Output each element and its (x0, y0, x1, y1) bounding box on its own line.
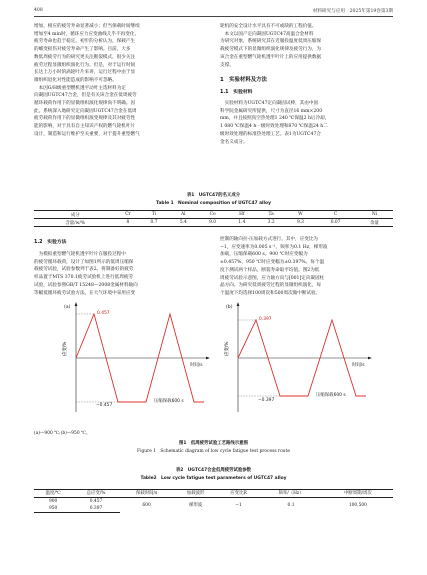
panel-b-hold-label: 压缩保载600 s (316, 393, 346, 398)
table1-row (34, 219, 393, 227)
panel-b-label: (b) (226, 305, 233, 310)
figure1-subcaption: (a)—900 ℃;(b)—950 ℃。 (34, 431, 91, 436)
panel-a-hold-label: 压缩保载600 s (154, 399, 184, 404)
panel-b-x-arrow (368, 357, 372, 360)
table1-header-cell: Co (198, 211, 227, 219)
table1-header-cell: 成分 (34, 211, 116, 219)
table1-header-cell: Ni (356, 211, 393, 219)
panel-a-label: (a) (64, 305, 71, 310)
page-number: 408 (34, 8, 43, 13)
header-rule (34, 16, 393, 17)
table2-header-cell: 应变比R (218, 490, 260, 498)
table1-cell: 9.3 (286, 219, 315, 227)
table1-cell: 9.0 (198, 219, 227, 227)
table1-cell: 1.4 (227, 219, 256, 227)
table2-cell-hold: 600 (142, 502, 151, 508)
table1-header-cell: C (315, 211, 356, 219)
figure1-panel-b (223, 302, 372, 412)
table1-header-cell: Ta (257, 211, 286, 219)
section-1-2-title: 1.2 实验方法 (34, 240, 67, 245)
table2-cell-wave: 梯形波 (189, 503, 203, 509)
table1-cell: 5.4 (169, 219, 198, 227)
table2-header-cell: 保载时间/s (120, 490, 174, 498)
panel-a-trough-label: −0.457 (96, 403, 113, 408)
table2-header-cell: 加载波形 (173, 490, 217, 498)
table1-cell: 含量/w/% (34, 219, 116, 227)
table1-cell: 0.7 (139, 219, 168, 227)
section-1-2-left-text: 为模拟重型燃气轮机透平叶片在服役过程中 的疲劳循环载荷，设计了如图1所示的低周压缩保 载疲劳试验，试验参数列于表2。将制备好的疲劳 样品置于MTS 370.1疲劳试验机上进行低周疲劳 试验，试验参照GB/T 15248—2008金属材料轴向 等幅低循环疲劳试验方法，在大气环境中采用应变 (34, 252, 138, 296)
table2-caption-en: Table2 Low cycle fatigue test parameters of UGTC47 alloy (140, 476, 287, 481)
table1-header-cell: Hf (227, 211, 256, 219)
section-1-1-title: 1.1 实验材料 (220, 90, 253, 95)
table1-header-row (34, 211, 393, 219)
table2-header-row (34, 490, 393, 498)
table2-cell-freq: 0.1 (287, 502, 295, 508)
panel-b-y-arrow (237, 302, 240, 306)
panel-b-peak-label: 0.397 (259, 317, 272, 322)
panel-a-ylabel: 应变/% (63, 341, 68, 356)
section-1-1-text: 实验材料为UGTC47定向凝固试棒，其由中国 科学院金属研究所提供，尺寸为直径16 mm×200 mm，并且按照真空热处理1 240 ℃保温2 h后冷却， 1 080 ℃保温4 h一级时效处理和870 ℃保温24 h二 级时效处理的标准热处理工艺。表1为UGTC47合 金名义成分。 (220, 101, 330, 145)
panel-a-peak-label: 0.457 (97, 311, 110, 316)
table1-header-cell: W (286, 211, 315, 219)
table2-caption-cn: 表2 UGTC47合金低周疲劳试验参数 (175, 468, 252, 473)
table2-cell: 0.457 (89, 498, 103, 504)
table1-cell: 3.2 (257, 219, 286, 227)
table2-row (34, 497, 393, 505)
table2-header-cell: 中断周期/周次 (323, 490, 393, 498)
table2-cell-ratio: −1 (235, 502, 242, 508)
table2-header-cell: 总应变/% (72, 490, 119, 498)
section-1-title: 1 实验材料及方法 (220, 77, 267, 83)
table1-cell: 8 (116, 219, 139, 227)
panel-a-x-arrow (206, 357, 210, 360)
table1-header-cell: Al (169, 211, 198, 219)
left-intro-text: 增加，相应的疲劳寿命显著减小；但当保载时间继续 增加至4 min时，循环应力应变曲线几乎不再变化， 疲劳寿命也趋于稳定。初步的分析认为，保载产生 的蠕变损伤对疲劳寿命产生了影响。目前，大多 数低周疲劳行为的研究更关注断裂模式，很少关注 疲劳过程显微组织演化行为。但是，对于运行时间 长达上万小时的涡轮叶片来讲，运行过程中由于显 微组织退化对性能造成的影响不可忽略。 本因G/H级重型燃机透平动叶主选材料为定 向凝固UGTC47合金，但是有关该合金在低周疲劳 循环载荷作用下的显微组织演化规律尚不明确。因 此，系统深入地研究定向凝固UGTC47合金在低周 疲劳载荷作用下的显微组织演变规律及其对疲劳性 能的影响，对于具有自主知识产权的燃气轮机叶片 设计，制造和运行维护至关重要，对于提升重型燃气 (34, 24, 140, 137)
table2 (34, 489, 393, 513)
figure1-caption-cn: 图1 低周疲劳试验工艺路线示意图 (179, 441, 248, 446)
table2-cell: 900 (48, 498, 58, 504)
table1-caption-en: Table 1 Nominal composition of UGTC47 alloy (156, 201, 271, 206)
figure1-panel-a (61, 302, 210, 412)
panel-a-xlabel: 时间/s (190, 363, 203, 368)
panel-a-y-arrow (75, 302, 78, 306)
table2-cell-interrupt: 100,500 (348, 502, 367, 508)
figure1-caption-en: Figure 1 Schematic diagram of low cycle fatigue test process route (137, 449, 290, 454)
table2-header-cell: 温度/℃ (34, 490, 72, 498)
table1-header-cell: Cr (116, 211, 139, 219)
table1 (34, 210, 393, 227)
panel-b-trough-label: −0.397 (258, 398, 275, 403)
right-intro-text: 轮机的安全设计水平具有不可或缺的工程价值。 本文以国产定向凝固UGTC47高温合金材料 为研究对象，系统研究其在近服役温度低周压缩保 载疲劳模式下的显微组织演化规律及疲劳行为，为 该合金在重型燃气轮机透平叶片上的应用提供数据 支撑。 (220, 24, 322, 68)
table2-cell: 950 (34, 505, 72, 513)
table1-caption-cn: 表1 UGTC47的名义成分 (186, 193, 241, 198)
table2-header-cell: 频率/（Hz） (259, 490, 323, 498)
panel-b-ylabel: 应变/% (225, 341, 230, 356)
table1-header-cell: Ti (139, 211, 168, 219)
figure1 (60, 300, 380, 428)
table1-cell: 余量 (356, 219, 393, 227)
table2-cell: 0.397 (72, 505, 119, 513)
section-1-2-right-text: 控制的轴向拉-压加载方式进行。其中，应变比为 −1，应变速率为0.005 s⁻¹，频率为0.1 Hz，梯形波 加载，压缩保载600 s。900 ℃时应变幅为 ±0.457%，950 ℃时应变幅为±0.397%。每个温 度下测试两个样品，断裂寿命取平均值。图2为低 周疲劳试验示意图，应力轴方向与[001]定向凝固柱 晶方向。为研究低周疲劳过程的显微组织演化，每 个温度下均选择100周次和500周次做中断试验。 (220, 237, 328, 296)
table1-cell: 0.07 (315, 219, 356, 227)
journal-header: 材料研究与应用 2025年第19卷第3期 (312, 9, 393, 14)
panel-b-xlabel: 时间/s (352, 363, 365, 368)
